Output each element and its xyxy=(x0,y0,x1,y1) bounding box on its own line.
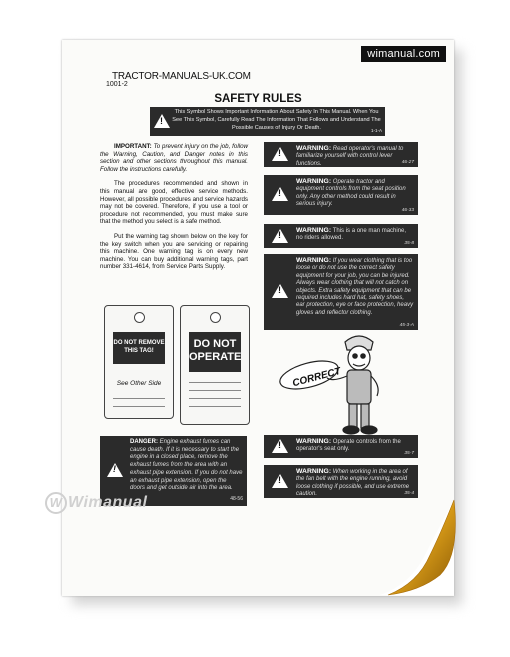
danger-code: 48-56 xyxy=(230,496,243,503)
tag-rule xyxy=(189,390,241,391)
warning-code: 35-8 xyxy=(404,240,414,246)
warning-box-5 xyxy=(264,435,418,458)
warning-text: Operate tractor and equipment controls from the seat position only. Any other method could result in serious injury. xyxy=(296,179,406,208)
tag-rule xyxy=(189,382,241,383)
warning-code: 45-3-A xyxy=(399,322,414,328)
warning-triangle-icon xyxy=(272,284,288,298)
warning-text: This is a one man machine, no riders allowed. xyxy=(296,228,407,242)
logo-mark-icon: W xyxy=(45,492,67,514)
warning-box-4 xyxy=(264,254,418,330)
warning-code: 35-4 xyxy=(404,490,414,496)
header-code: 1001-2 xyxy=(106,81,128,88)
important-text: To prevent injury on the job, follow the Warning, Caution, and Danger notes in this section and other sections throughout this manual. Follow the instructions carefully. xyxy=(100,143,248,173)
warning-code: 46-33 xyxy=(401,207,414,213)
warning-text: Operate controls from the operator's seat only. xyxy=(296,439,401,453)
important-label: IMPORTANT: xyxy=(114,143,152,150)
page-curl-icon xyxy=(380,495,470,605)
warning-triangle-icon xyxy=(154,114,170,128)
left-column xyxy=(100,143,248,278)
warning-triangle-icon xyxy=(107,463,123,477)
tag-rule xyxy=(113,398,165,399)
warning-box-6 xyxy=(264,465,418,498)
tag-note-paragraph: Put the warning tag shown below on the key for the key switch when you are servicing or repairing this machine. One warning tag is on every new machine. You can buy additional warning tags, part number 331-4614, from Service Parts Supply. xyxy=(100,232,248,271)
warning-text: Read operator's manual to familiarize yourself with control lever functions. xyxy=(296,146,404,167)
symbol-banner-code: 1-1-A xyxy=(370,127,382,133)
symbol-banner xyxy=(150,107,385,136)
footer-logo-text: Wimanual xyxy=(68,494,148,512)
warning-tag-back xyxy=(180,305,250,425)
warning-box-3 xyxy=(264,224,418,248)
procedures-paragraph: The procedures recommended and shown in this manual are good, effective service methods. However, all possible procedures and service hazards may not be covered. Therefore, if you use a tool or procedure not recommended, you must make sure that the method you select is a safe method. xyxy=(100,180,248,226)
symbol-banner-text: This Symbol Shows Important Information About Safety In This Manual. When You See This Symbol, Carefully Read The Information That Follows and Understand The Possible Causes of Injury Or Death. xyxy=(172,109,381,132)
warning-box-2 xyxy=(264,175,418,215)
warning-code: 46-27 xyxy=(401,159,414,165)
footer-logo xyxy=(45,492,147,514)
tag-hole xyxy=(134,312,145,323)
warning-triangle-icon xyxy=(272,439,288,453)
warning-label: WARNING: xyxy=(296,438,332,445)
tag-rule xyxy=(113,406,165,407)
warning-triangle-icon xyxy=(272,229,288,243)
warning-triangle-icon xyxy=(272,147,288,161)
mechanic-figure-icon xyxy=(327,336,378,434)
warning-code: 35-7 xyxy=(404,450,414,456)
warning-label: WARNING: xyxy=(296,145,332,152)
tag1-banner: DO NOT REMOVE THIS TAG! xyxy=(113,332,165,364)
warning-label: WARNING: xyxy=(296,468,332,475)
header-site: TRACTOR-MANUALS-UK.COM xyxy=(112,71,251,82)
tag1-see-other-side: See Other Side xyxy=(116,380,162,387)
tag-rule xyxy=(189,406,241,407)
danger-label: DANGER: xyxy=(130,439,158,445)
correct-sign-icon xyxy=(277,356,343,395)
site-watermark: wimanual.com xyxy=(361,46,446,62)
warning-tag-front xyxy=(104,305,174,419)
warning-label: WARNING: xyxy=(296,227,332,234)
warning-box-1 xyxy=(264,142,418,167)
tag-rule xyxy=(189,398,241,399)
warning-label: WARNING: xyxy=(296,257,332,264)
cartoon-correct-label: CORRECT xyxy=(291,365,342,390)
warning-text: When working in the area of the fan belt with the engine running, avoid loose clothing if possible, and use extreme caution. xyxy=(296,469,410,498)
tag2-banner: DO NOT OPERATE xyxy=(189,332,241,372)
page-title: SAFETY RULES xyxy=(214,93,302,105)
tag-hole xyxy=(210,312,221,323)
important-paragraph xyxy=(100,143,248,173)
warning-triangle-icon xyxy=(272,474,288,488)
mechanic-cartoon xyxy=(267,330,417,440)
warning-triangle-icon xyxy=(272,187,288,201)
danger-text: Engine exhaust fumes can cause death. If it is necessary to start the engine in a closed place, remove the exhaust fumes from the area with an exhaust pipe extension. If you do not have an exhaust pipe extension, open the doors and get outside air into the area. xyxy=(130,439,243,492)
warning-label: WARNING: xyxy=(296,178,332,185)
warning-text: If you wear clothing that is too loose or do not use the correct safety equipment for your job, you can be injured. Always wear clothing that will not catch on objects. Extra safety equipment that can be required includes hard hat, safety shoes, ear protection, eye or face protection, heavy gloves and reflector clothing. xyxy=(296,258,414,316)
